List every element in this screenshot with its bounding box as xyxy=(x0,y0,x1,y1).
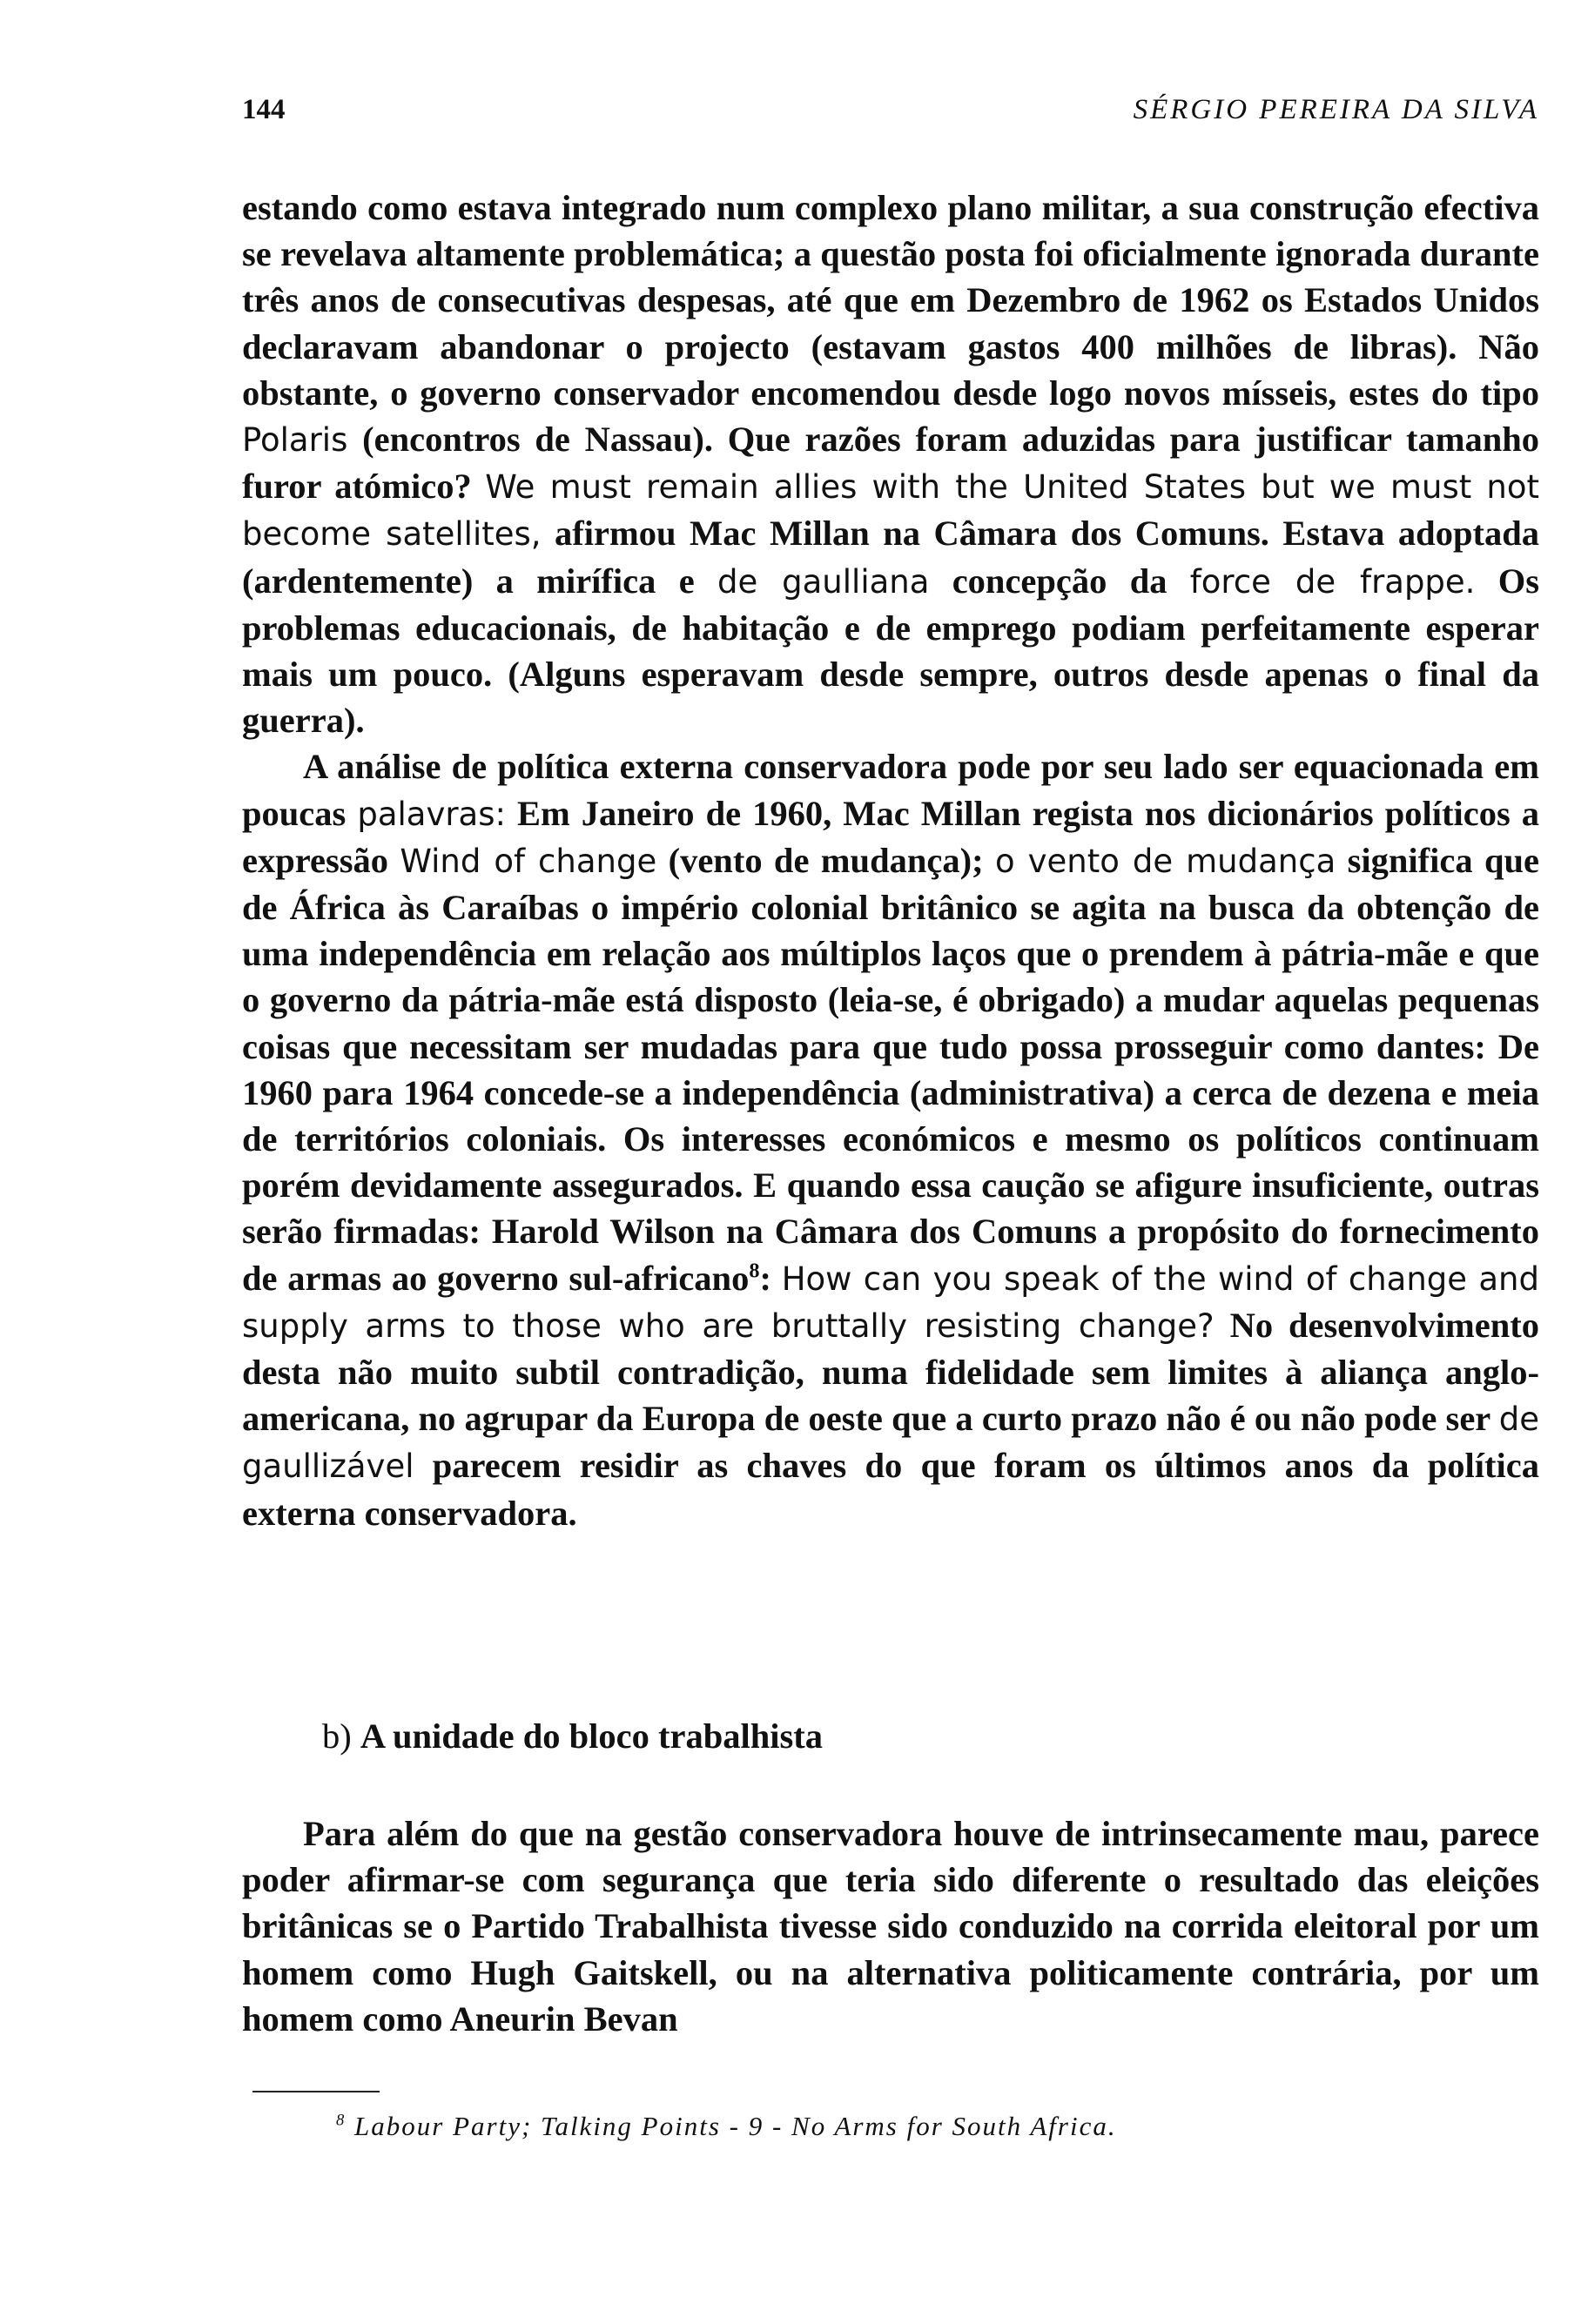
p2-text-6: No desenvolvimento desta não muito subtil contradição, numa fidelidade sem limites à aliança anglo-americana, no agrupar da Europa de oeste que a curto prazo não é ou não pode ser xyxy=(242,1305,1539,1439)
p1-text-2: (encontros de Nassau). Que razões foram aduzidas para justificar tamanho furor atómico? xyxy=(242,420,1539,507)
paragraph-3: Para além do que na gestão conservadora houve de intrinsecamente mau, parece poder afirmar-se com segurança que teria sido diferente o resultado das eleições britânicas se o Partido Trabalhista tivesse sido conduzido na corrida eleitoral por um homem como Hugh Gaitskell, ou na alternativa politicamente contrária, por um homem como Aneurin Bevan xyxy=(242,1814,1539,2039)
p2-foreign-wind-of-change: Wind of change xyxy=(400,842,657,880)
running-head: SÉRGIO PEREIRA DA SILVA xyxy=(1133,94,1539,125)
p1-quote-english: We must remain allies with the United States but we must not become satellites, xyxy=(242,468,1540,554)
p2-text-2: Em Janeiro de 1960, Mac Millan regista nos dicionários políticos a expressão xyxy=(242,793,1539,880)
p1-text-4: concepção da xyxy=(929,561,1190,601)
page-number: 144 xyxy=(242,94,286,125)
p1-foreign-force-de-frappe: force de frappe. xyxy=(1189,562,1476,601)
p2-phrase-vento-de-mudanca: o vento de mudança xyxy=(994,842,1336,880)
p1-text-5: Os problemas educacionais, de habitação e de emprego podiam perfeitamente esperar mais um pouco. (Alguns esperavam desde sempre, outros desde apenas o final da guerra). xyxy=(242,561,1540,741)
p2-text-3: (vento de mudança); xyxy=(656,840,995,880)
p1-text-1: estando como estava integrado num complexo plano militar, a sua construção efectiva se revelava altamente problemática; a questão posta foi oficialmente ignorada durante três anos de consecutivas despesas, até que em Dezembro de 1962 os Estados Unidos declaravam abandonar o projecto (estavam gastos 400 milhões de libras). Não obstante, o governo conservador encomendou desde logo novos mísseis, estes do tipo xyxy=(242,188,1539,413)
section-prefix: b) xyxy=(322,1716,360,1756)
page-header xyxy=(242,94,1539,136)
p2-foreign-de-gaullizavel: de gaullizável xyxy=(242,1400,1539,1486)
footnote-reference[interactable]: 8 xyxy=(749,1259,760,1283)
footnote xyxy=(336,2111,1117,2142)
p2-text-5: : xyxy=(759,1258,782,1298)
footnote-text: Labour Party; Talking Points - 9 - No Arms for South Africa. xyxy=(354,2111,1117,2141)
section-title: A unidade do bloco trabalhista xyxy=(360,1716,824,1756)
paragraph-1 xyxy=(242,185,1539,743)
main-text xyxy=(242,185,1539,1536)
p1-foreign-polaris: Polaris xyxy=(242,421,348,460)
p2-text-4: significa que de África às Caraíbas o império colonial britânico se agita na busca da obtenção de uma independência em relação aos múltiplos laços que o prendem à pátria-mãe e que o governo da pátria-mãe está disposto (leia-se, é obrigado) a mudar aquelas pequenas coisas que necessitam ser mudadas para que tudo possa prosseguir como dantes: De 1960 para 1964 concede-se a independência (administrativa) a cerca de dezena e meia de territórios coloniais. Os interesses económicos e mesmo os políticos continuam porém devidamente assegurados. E quando essa caução se afigure insuficiente, outras serão firmadas: Harold Wilson na Câmara dos Comuns a propósito do fornecimento de armas ao governo sul-africano xyxy=(242,840,1540,1298)
p1-text-3: afirmou Mac Millan na Câmara dos Comuns. Estava adoptada (ardentemente) a mirífica e xyxy=(242,514,1539,601)
p2-text-1: A análise de política externa conservadora pode por seu lado ser equacionada em poucas xyxy=(242,747,1539,833)
section-heading xyxy=(322,1713,823,1759)
p1-foreign-de-gaulliana: de gaulliana xyxy=(717,562,930,601)
footnote-divider xyxy=(252,2091,380,2092)
p2-quote-english: How can you speak of the wind of change and supply arms to those who are bruttally resisting change? xyxy=(242,1259,1539,1345)
p2-word-palavras: palavras: xyxy=(357,795,506,833)
footnote-marker: 8 xyxy=(336,2111,347,2130)
paragraph-2 xyxy=(242,743,1539,1535)
p2-text-7: parecem residir as chaves do que foram os últimos anos da política externa conservadora. xyxy=(242,1446,1539,1533)
